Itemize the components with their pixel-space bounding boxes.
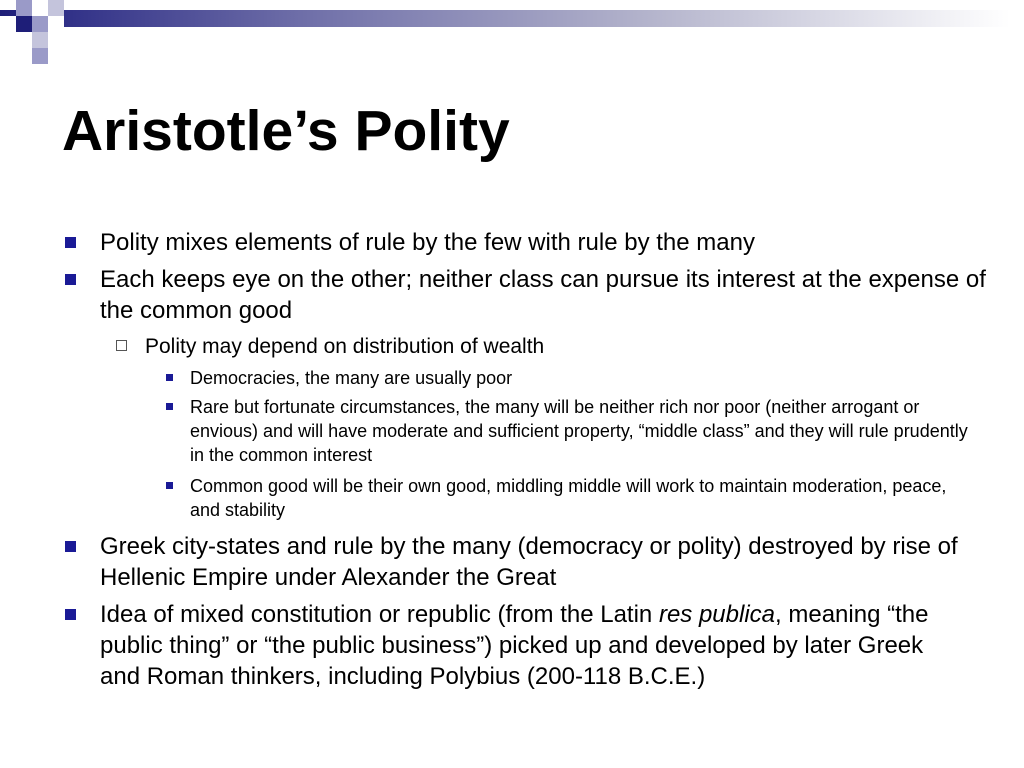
- bullet-text-part: Idea of mixed constitution or republic (from the Latin: [100, 601, 659, 628]
- small-square-bullet-icon: [166, 482, 173, 489]
- latin-term: res publica: [658, 601, 776, 628]
- square-bullet-icon: [65, 609, 76, 620]
- sub-sub-bullet-text: Rare but fortunate circumstances, the many will be neither rich nor poor (neither arrogant or envious) and will have moderate and sufficient property, “middle class” and they will rule prudently in the common interest: [190, 397, 968, 465]
- bullet-text: Each keeps eye on the other; neither class can pursue its interest at the expense of the common good: [100, 266, 986, 324]
- small-square-bullet-icon: [166, 403, 173, 410]
- hollow-square-bullet-icon: [116, 340, 127, 351]
- sub-bullet-text: Polity may depend on distribution of wealth: [145, 335, 545, 358]
- square-bullet-icon: [65, 541, 76, 552]
- bullet-text: Greek city-states and rule by the many (democracy or polity) destroyed by rise of Hellenic Empire under Alexander the Great: [100, 533, 958, 591]
- square-bullet-icon: [65, 237, 76, 248]
- slide-title: Aristotle’s Polity: [62, 99, 510, 163]
- square-bullet-icon: [65, 274, 76, 285]
- small-square-bullet-icon: [166, 374, 173, 381]
- bullet-text: [100, 599, 960, 692]
- sub-sub-bullet-text: Common good will be their own good, middling middle will work to maintain moderation, peace, and stability: [190, 476, 947, 520]
- sub-sub-bullet-text: Democracies, the many are usually poor: [190, 368, 513, 388]
- bullet-text-part: , meaning “the public thing” or “the public business”) picked up and developed by later Greek and Roman thinkers, including Polybius (200-118 B.C.E.): [100, 601, 929, 690]
- bullet-text: Polity mixes elements of rule by the few with rule by the many: [100, 229, 755, 256]
